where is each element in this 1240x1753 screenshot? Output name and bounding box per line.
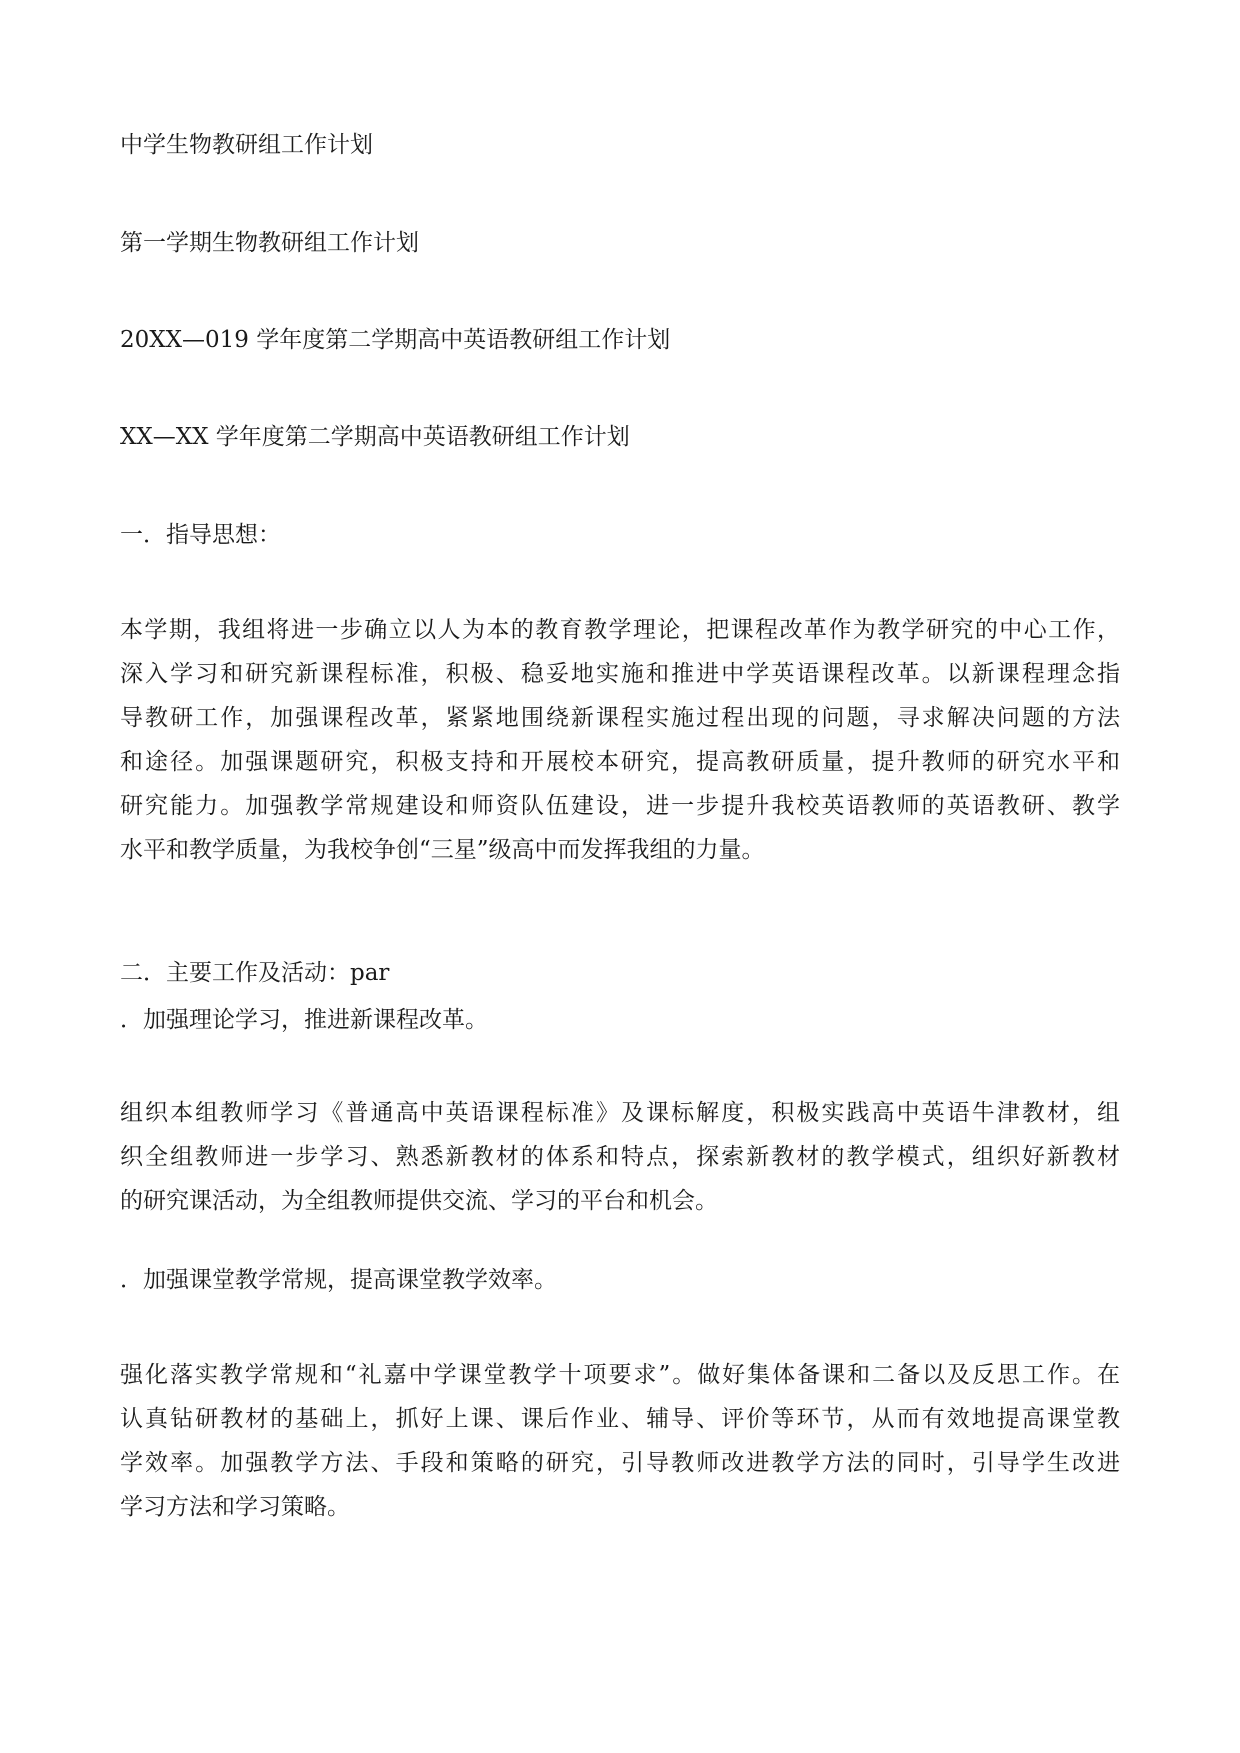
title-line-2: 第一学期生物教研组工作计划 bbox=[120, 230, 419, 256]
title-line-3: 20XX—019 学年度第二学期高中英语教研组工作计划 bbox=[120, 327, 671, 353]
title-line-1: 中学生物教研组工作计划 bbox=[120, 132, 373, 158]
paragraph-line: 组织本组教师学习《普通高中英语课程标准》及课标解度，积极实践高中英语牛津教材，组 bbox=[120, 1100, 1120, 1126]
paragraph-line: 的研究课活动，为全组教师提供交流、学习的平台和机会。 bbox=[120, 1188, 718, 1214]
paragraph-line: 和途径。加强课题研究，积极支持和开展校本研究，提高教研质量，提升教师的研究水平和 bbox=[120, 749, 1120, 775]
item-heading-classroom-routine: ．加强课堂教学常规，提高课堂教学效率。 bbox=[120, 1267, 557, 1293]
paragraph-line: 织全组教师进一步学习、熟悉新教材的体系和特点，探索新教材的教学模式，组织好新教材 bbox=[120, 1144, 1120, 1170]
paragraph-line: 深入学习和研究新课程标准，积极、稳妥地实施和推进中学英语课程改革。以新课程理念指 bbox=[120, 661, 1120, 687]
paragraph-line: 水平和教学质量，为我校争创“三星”级高中而发挥我组的力量。 bbox=[120, 837, 765, 863]
paragraph-line: 本学期，我组将进一步确立以人为本的教育教学理论，把课程改革作为教学研究的中心工作， bbox=[120, 617, 1120, 643]
paragraph-classroom-routine bbox=[120, 1353, 1120, 1529]
paragraph-line: 强化落实教学常规和“礼嘉中学课堂教学十项要求”。做好集体备课和二备以及反思工作。在 bbox=[120, 1362, 1120, 1388]
paragraph-theory-study bbox=[120, 1091, 1120, 1223]
section-heading-main-work: 二．主要工作及活动：par bbox=[120, 960, 390, 986]
paragraph-line: 学习方法和学习策略。 bbox=[120, 1494, 350, 1520]
paragraph-line: 导教研工作，加强课程改革，紧紧地围绕新课程实施过程出现的问题，寻求解决问题的方法 bbox=[120, 705, 1120, 731]
section-heading-guiding-ideas: 一．指导思想： bbox=[120, 522, 281, 548]
paragraph-line: 认真钻研教材的基础上，抓好上课、课后作业、辅导、评价等环节，从而有效地提高课堂教 bbox=[120, 1406, 1120, 1432]
paragraph-line: 学效率。加强教学方法、手段和策略的研究，引导教师改进教学方法的同时，引导学生改进 bbox=[120, 1450, 1120, 1476]
item-heading-theory-study: ．加强理论学习，推进新课程改革。 bbox=[120, 1007, 488, 1033]
paragraph-line: 研究能力。加强教学常规建设和师资队伍建设，进一步提升我校英语教师的英语教研、教学 bbox=[120, 793, 1120, 819]
paragraph-guiding-ideas bbox=[120, 608, 1120, 872]
title-line-4: XX—XX 学年度第二学期高中英语教研组工作计划 bbox=[120, 424, 630, 450]
